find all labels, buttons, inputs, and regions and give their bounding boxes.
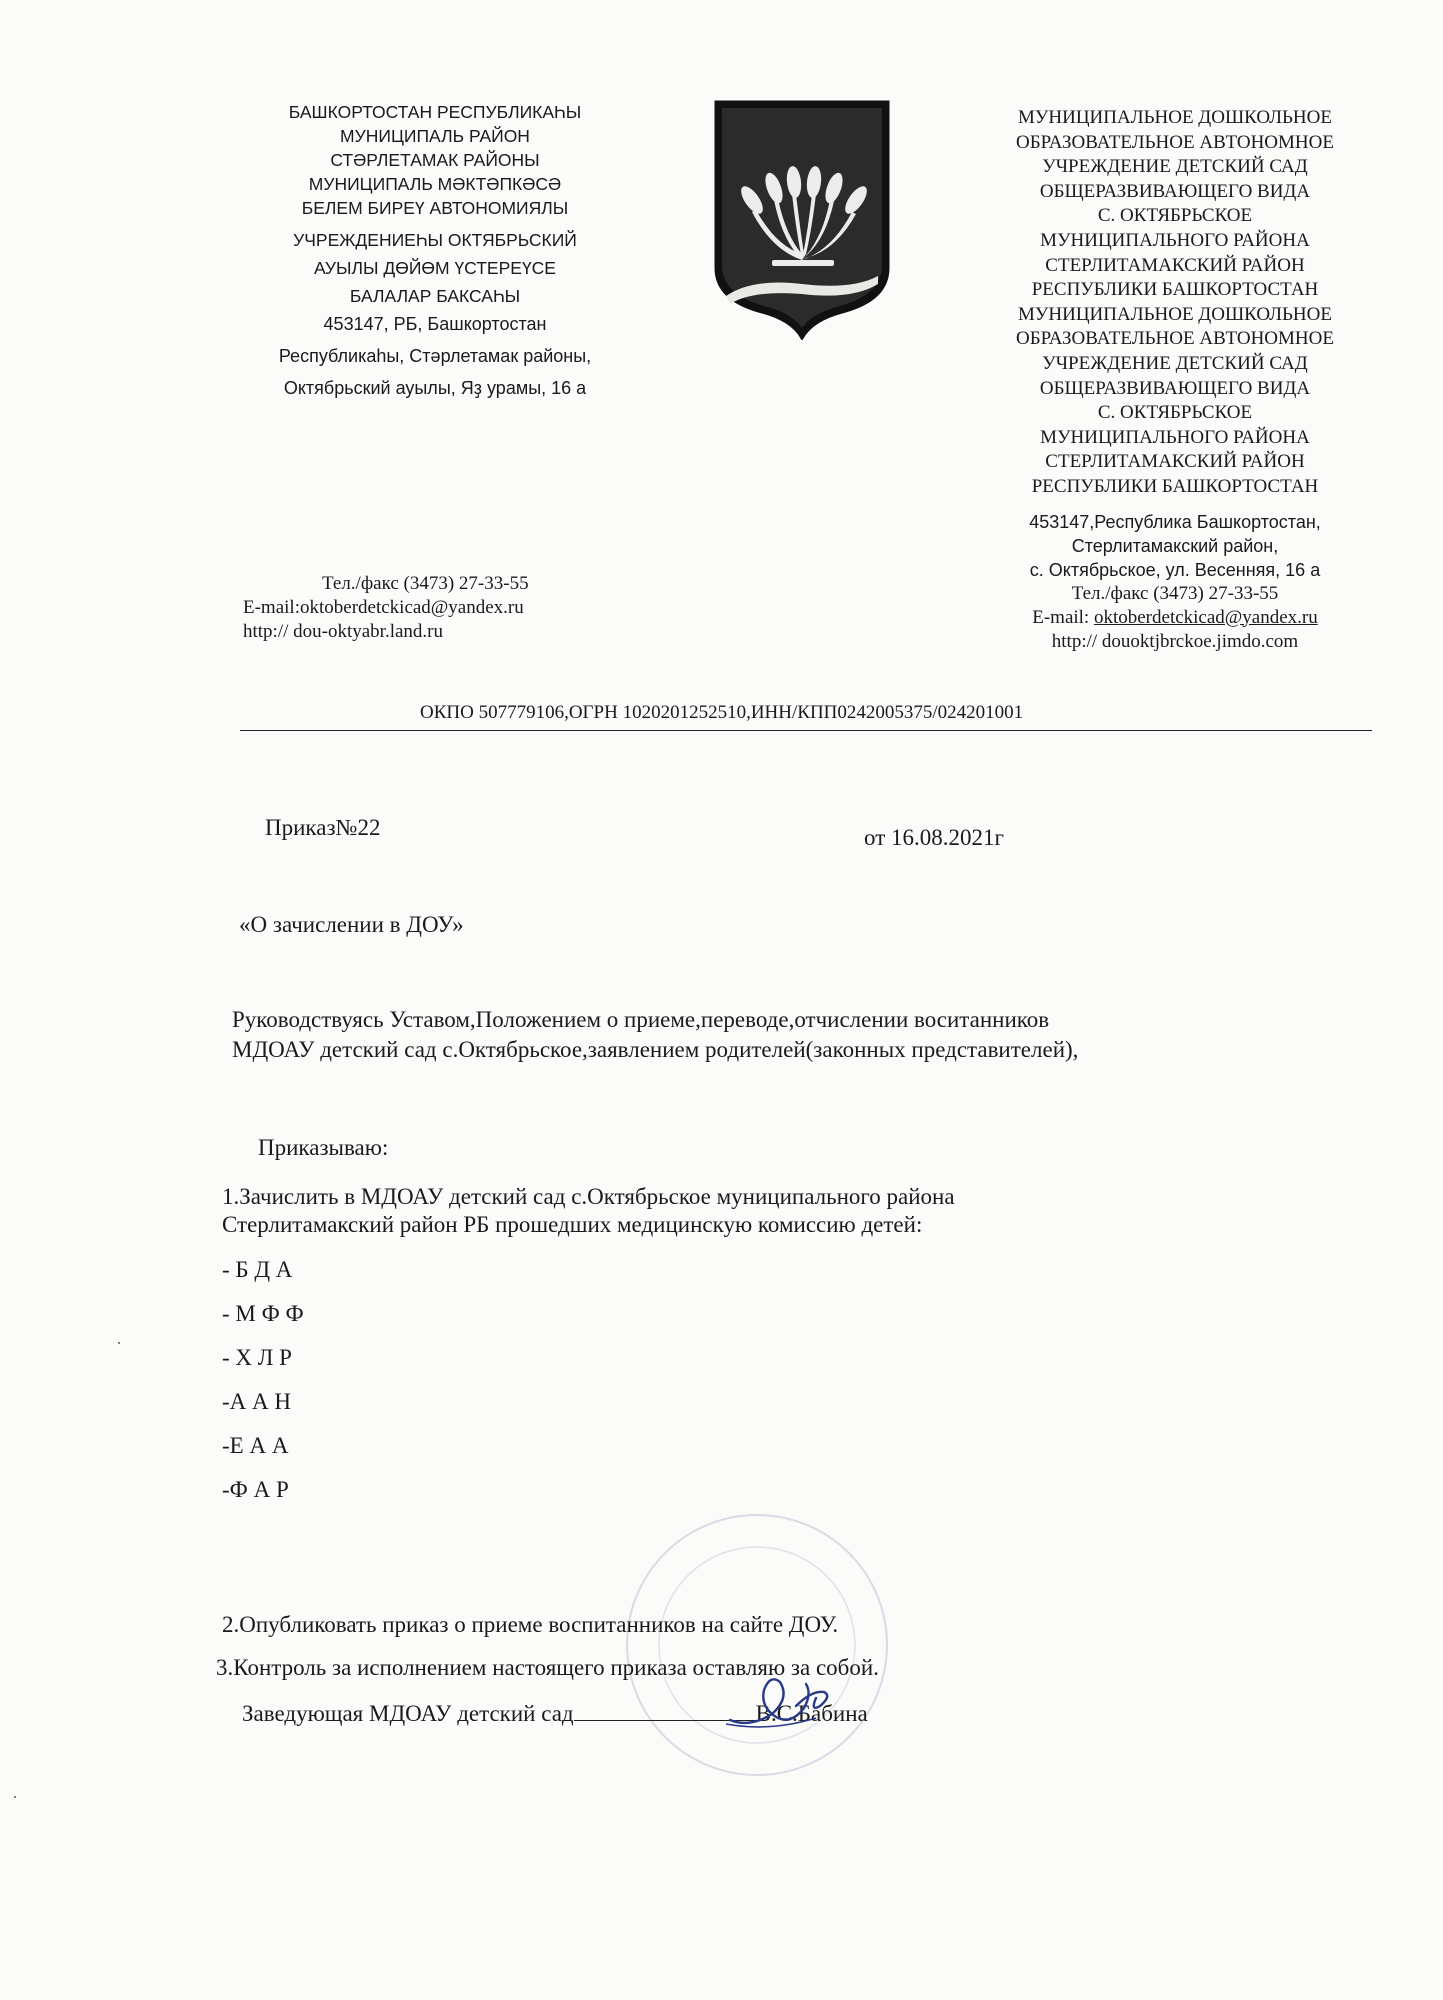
child-initials: - Х Л Р <box>222 1345 292 1370</box>
header-left-line: СТӘРЛЕТАМАК РАЙОНЫ <box>330 150 540 170</box>
header-left-line: БАШКОРТОСТАН РЕСПУБЛИКАҺЫ <box>288 102 582 122</box>
header-divider <box>240 730 1372 731</box>
header-right-line: СТЕРЛИТАМАКСКИЙ РАЙОН <box>1045 451 1305 473</box>
child-initials: - Б Д А <box>222 1257 293 1282</box>
header-right-email <box>975 606 1375 630</box>
header-right-address-line: 453147,Республика Башкортостан, <box>1029 511 1321 532</box>
header-right-line: МУНИЦИПАЛЬНОЕ ДОШКОЛЬНОЕ <box>1018 107 1332 128</box>
preamble-line: МДОАУ детский сад с.Октябрьское,заявлением родителей(законных представителей), <box>232 1037 1079 1062</box>
header-left-line: УЧРЕЖДЕНИЕҺЫ ОКТЯБРЬСКИЙ <box>293 230 577 250</box>
okpo-requisites-line: ОКПО 507779106,ОГРН 1020201252510,ИНН/КПП0242005375/024201001 <box>420 702 1024 723</box>
header-right-russian <box>975 106 1375 654</box>
contacts-left-tel: Тел./факс (3473) 27-33-55 <box>322 573 529 594</box>
email-label: E-mail: <box>1032 606 1094 628</box>
item1-line: Стерлитамакский район РБ прошедших медицинскую комиссию детей: <box>222 1212 923 1237</box>
email-link[interactable]: oktoberdetckicad@yandex.ru <box>1093 606 1318 628</box>
header-right-address-line: с. Октябрьское, ул. Весенняя, 16 а <box>1029 559 1321 580</box>
header-right-line: С. ОКТЯБРЬСКОЕ <box>1097 205 1253 227</box>
header-right-line: МУНИЦИПАЛЬНОГО РАЙОНА <box>1040 426 1310 448</box>
header-left-address-line: Октябрьский ауылы, Яҙ урамы, 16 а <box>283 378 587 398</box>
children-list <box>222 1248 304 1512</box>
item1-line: 1.Зачислить в МДОАУ детский сад с.Октябрьское муниципального района <box>222 1184 955 1209</box>
contacts-left-email[interactable]: E-mail:oktoberdetckicad@yandex.ru <box>243 597 524 618</box>
header-left-line: МУНИЦИПАЛЬ РАЙОН <box>340 126 530 146</box>
scan-speck <box>118 1342 120 1344</box>
signer-name: В.С.Бабина <box>755 1701 868 1726</box>
header-right-line: СТЕРЛИТАМАКСКИЙ РАЙОН <box>1045 254 1305 276</box>
header-left-line: АУЫЛЫ ДӨЙӨМ ҮСТЕРЕҮСЕ <box>314 258 556 278</box>
scan-speck <box>14 1796 16 1798</box>
order-item-2: 2.Опубликовать приказ о приеме воспитанников на сайте ДОУ. <box>222 1612 839 1637</box>
header-right-line: РЕСПУБЛИКИ БАШКОРТОСТАН <box>1031 475 1319 497</box>
contacts-left-site[interactable]: http:// dou-oktyabr.land.ru <box>243 621 444 642</box>
header-right-line: С. ОКТЯБРЬСКОЕ <box>1097 402 1253 424</box>
contacts-left <box>243 572 529 644</box>
child-initials: -Ф А Р <box>222 1477 289 1502</box>
header-right-line: УЧРЕЖДЕНИЕ ДЕТСКИЙ САД <box>1042 352 1308 374</box>
header-left-address-line: Республикаһы, Стәрлетамак районы, <box>278 346 592 366</box>
header-right-line: ОБРАЗОВАТЕЛЬНОЕ АВТОНОМНОЕ <box>1016 328 1334 350</box>
order-item-1 <box>222 1183 955 1239</box>
header-right-line: МУНИЦИПАЛЬНОЕ ДОШКОЛЬНОЕ <box>1018 303 1332 325</box>
header-left-line: БАЛАЛАР БАКСАҺЫ <box>349 286 521 306</box>
coat-of-arms-emblem <box>712 100 892 340</box>
order-preamble <box>232 1005 1078 1065</box>
child-initials: -Е А А <box>222 1433 289 1458</box>
header-left-line: МУНИЦИПАЛЬ МӘКТӘПКӘСӘ <box>308 174 562 194</box>
header-right-line: ОБЩЕРАЗВИВАЮЩЕГО ВИДА <box>1039 377 1311 399</box>
handwritten-signature <box>720 1668 850 1738</box>
child-initials: - М Ф Ф <box>222 1301 304 1326</box>
order-subject: «О зачислении в ДОУ» <box>239 912 464 937</box>
order-date: от 16.08.2021г <box>864 825 1004 850</box>
header-left-bashkir <box>230 100 640 404</box>
child-initials: -А А Н <box>222 1389 291 1414</box>
order-number: Приказ№22 <box>265 815 381 840</box>
header-left-address-line: 453147, РБ, Башкортостан <box>323 314 547 334</box>
header-right-site[interactable]: http:// douoktjbrckoe.jimdo.com <box>1051 630 1299 652</box>
header-right-line: ОБЩЕРАЗВИВАЮЩЕГО ВИДА <box>1039 180 1311 202</box>
header-right-line: РЕСПУБЛИКИ БАШКОРТОСТАН <box>1031 279 1319 301</box>
header-left-line: БЕЛЕМ БИРЕҮ АВТОНОМИЯЛЫ <box>301 198 569 218</box>
order-item-3: 3.Контроль за исполнением настоящего приказа оставляю за собой. <box>216 1655 879 1680</box>
stamp-seal-mark <box>612 1500 902 1790</box>
orders-word: Приказываю: <box>258 1135 389 1160</box>
signer-title: Заведующая МДОАУ детский сад <box>242 1701 574 1726</box>
preamble-line: Руководствуясь Уставом,Положением о приеме,переводе,отчислении воситанников <box>232 1007 1050 1032</box>
header-right-tel: Тел./факс (3473) 27-33-55 <box>1071 582 1279 604</box>
header-right-address-line: Стерлитамакский район, <box>1071 535 1279 556</box>
header-right-line: ОБРАЗОВАТЕЛЬНОЕ АВТОНОМНОЕ <box>1016 131 1334 153</box>
header-right-line: МУНИЦИПАЛЬНОГО РАЙОНА <box>1040 229 1310 251</box>
header-right-line: УЧРЕЖДЕНИЕ ДЕТСКИЙ САД <box>1042 156 1308 178</box>
